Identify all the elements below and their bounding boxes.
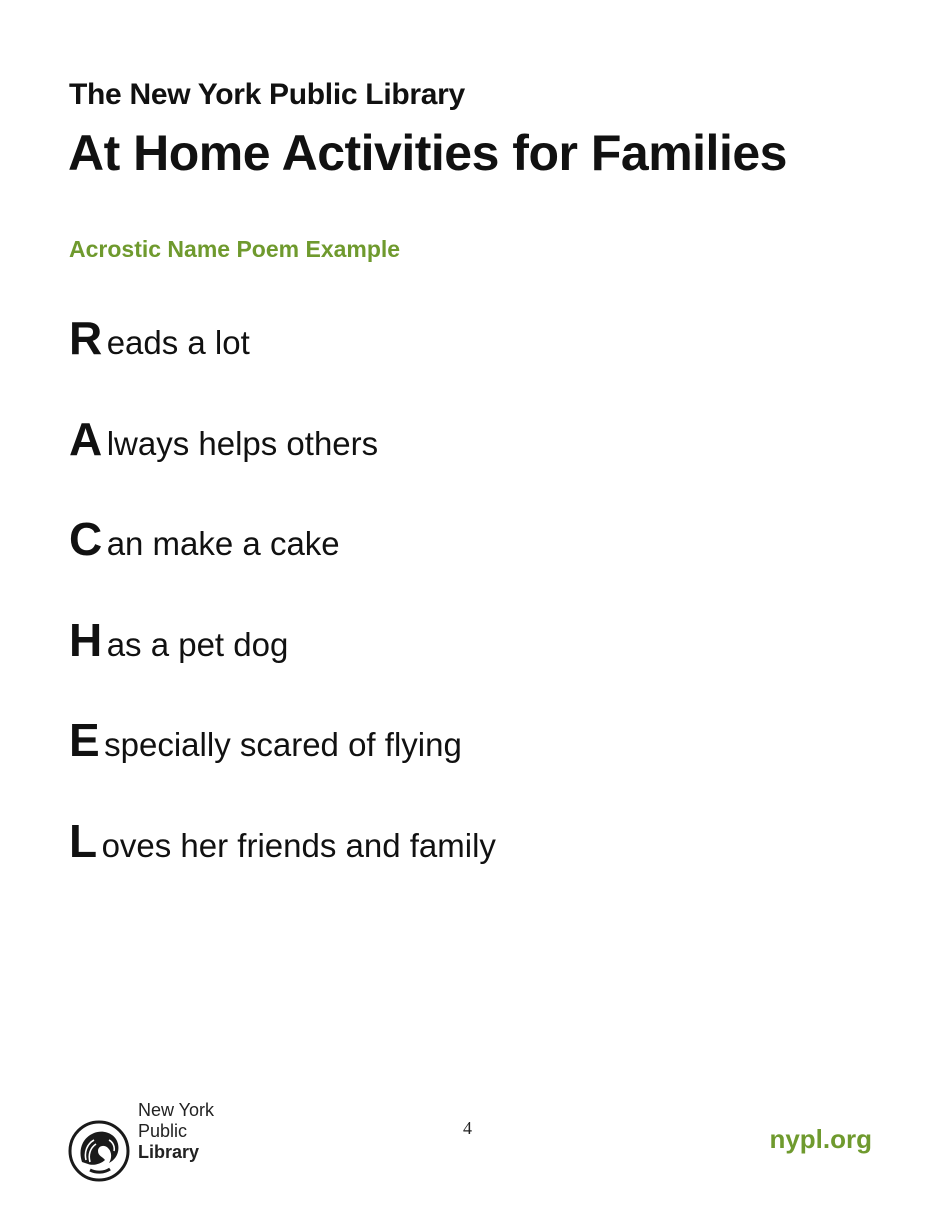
lion-logo-icon (68, 1120, 130, 1182)
poem-line-text: eads a lot (106, 324, 250, 361)
poem-initial-letter: C (69, 513, 103, 565)
poem-line (69, 710, 496, 811)
nypl-logo (68, 1100, 238, 1190)
page-number: 4 (463, 1118, 472, 1138)
poem-initial-letter: L (69, 814, 98, 867)
logo-line: New York (138, 1100, 215, 1120)
section-heading: Acrostic Name Poem Example (69, 236, 401, 262)
poem-line (69, 409, 496, 510)
acrostic-poem (69, 308, 496, 911)
poem-line (69, 811, 496, 912)
poem-initial-letter: R (69, 312, 103, 364)
poem-initial-letter: A (69, 412, 103, 465)
poem-line-text: specially scared of flying (104, 726, 462, 763)
page-title: At Home Activities for Families (68, 125, 787, 181)
poem-line-text: oves her friends and family (101, 826, 496, 864)
logo-wordmark (138, 1100, 214, 1163)
poem-initial-letter: H (69, 613, 103, 666)
poem-initial-letter: E (69, 714, 100, 766)
poem-line-text: as a pet dog (106, 625, 289, 663)
website-link[interactable]: nypl.org (769, 1124, 872, 1154)
logo-line: Public (138, 1121, 188, 1141)
poem-line (69, 308, 496, 409)
organization-name: The New York Public Library (69, 78, 465, 111)
poem-line-text: lways helps others (106, 424, 379, 462)
poem-line (69, 610, 496, 711)
poem-line (69, 509, 496, 610)
logo-line: Library (138, 1142, 200, 1162)
poem-line-text: an make a cake (106, 525, 340, 562)
